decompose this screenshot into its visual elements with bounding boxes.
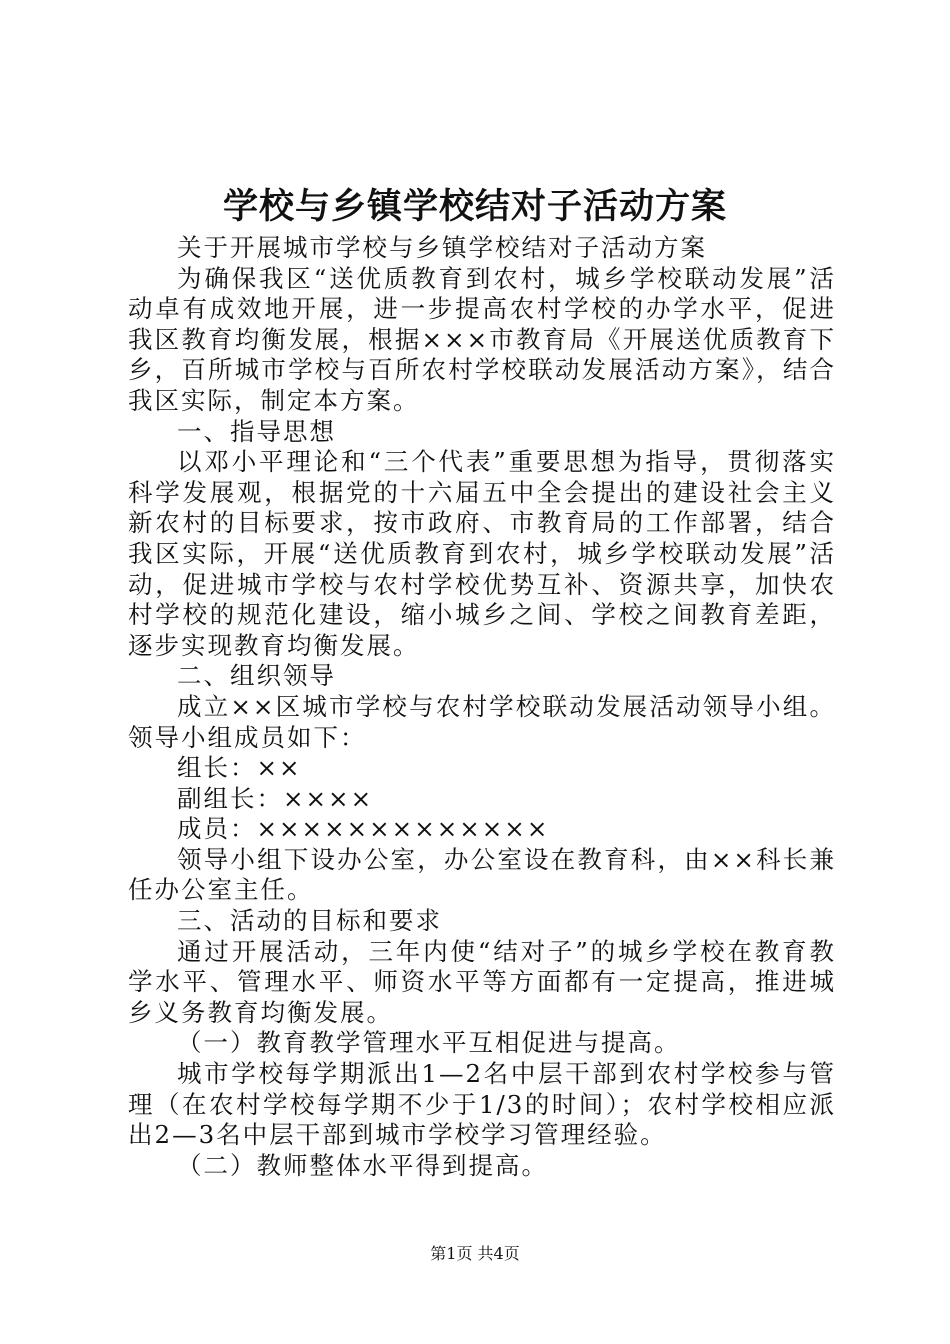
subheading-teachers: （二）教师整体水平得到提高。 (177, 1150, 548, 1180)
paragraph-group-leader: 组长：×× (177, 753, 302, 783)
paragraph-goals: 通过开展活动，三年内使“结对子”的城乡学校在教育教学水平、管理水平、师资水平等方面都有一定提高，推进城乡义务教育均衡发展。 (128, 936, 836, 1027)
paragraph-intro: 为确保我区“送优质教育到农村，城乡学校联动发展”活动卓有成效地开展，进一步提高农村学校的办学水平，促进我区教育均衡发展，根据×××市教育局《开展送优质教育下乡，百所城市学校与百所农村学校联动发展活动方案》，结合我区实际，制定本方案。 (128, 263, 836, 415)
section-heading-goals: 三、活动的目标和要求 (177, 906, 442, 936)
section-heading-organization: 二、组织领导 (177, 661, 336, 691)
paragraph-heading-notice: 关于开展城市学校与乡镇学校结对子活动方案 (177, 233, 707, 262)
subheading-management: （一）教育教学管理水平互相促进与提高。 (177, 1028, 681, 1058)
document-body (128, 233, 836, 1181)
paragraph-deputy-leader: 副组长：×××× (177, 783, 374, 813)
page-number-footer: 第1页 共4页 (430, 1244, 520, 1263)
paragraph-office: 领导小组下设办公室，办公室设在教育科，由××科长兼任办公室主任。 (128, 844, 836, 905)
section-heading-guiding-thought: 一、指导思想 (177, 416, 336, 446)
paragraph-members: 成员：××××××××××××× (177, 814, 550, 844)
paragraph-leading-group: 成立××区城市学校与农村学校联动发展活动领导小组。领导小组成员如下： (128, 691, 836, 752)
document-title: 学校与乡镇学校结对子活动方案 (222, 186, 727, 227)
paragraph-management: 城市学校每学期派出1—2名中层干部到农村学校参与管理（在农村学校每学期不少于1/3的时间）；农村学校相应派出2—3名中层干部到城市学校学习管理经验。 (128, 1059, 836, 1150)
paragraph-guiding-thought: 以邓小平理论和“三个代表”重要思想为指导，贯彻落实科学发展观，根据党的十六届五中全会提出的建设社会主义新农村的目标要求，按市政府、市教育局的工作部署，结合我区实际，开展“送优质教育到农村，城乡学校联动发展”活动，促进城市学校与农村学校优势互补、资源共享，加快农村学校的规范化建设，缩小城乡之间、学校之间教育差距，逐步实现教育均衡发展。 (128, 447, 836, 660)
